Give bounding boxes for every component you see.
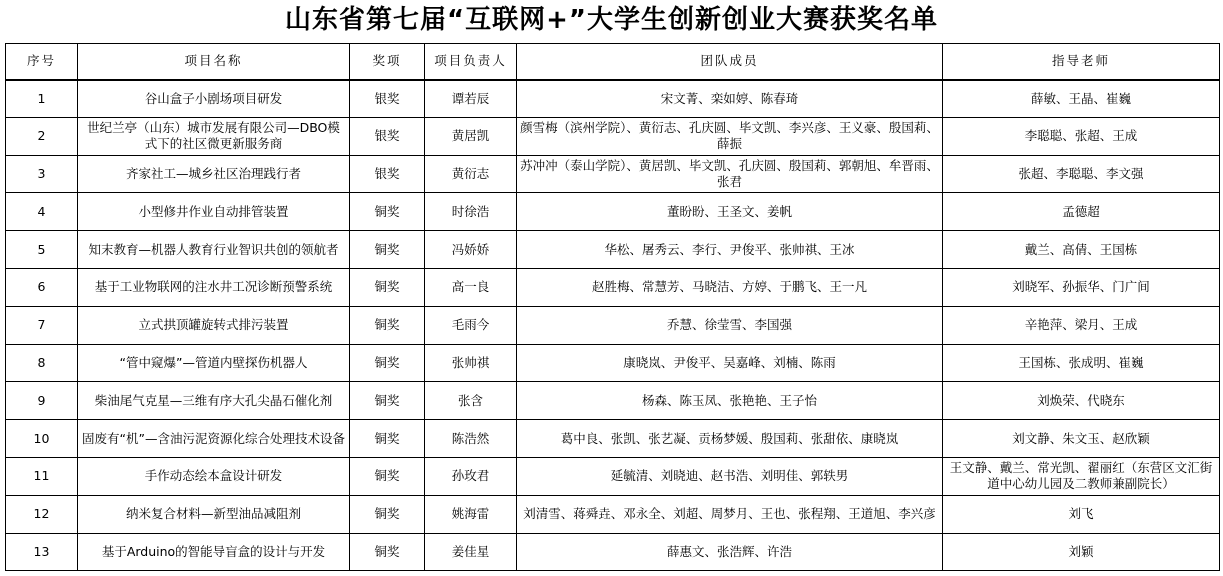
cell-leader: 谭若辰 xyxy=(425,80,517,118)
cell-leader: 毛雨今 xyxy=(425,306,517,344)
cell-leader: 张含 xyxy=(425,382,517,420)
cell-award: 铜奖 xyxy=(350,420,425,458)
cell-award: 银奖 xyxy=(350,117,425,155)
header-award: 奖项 xyxy=(350,44,425,80)
table-row xyxy=(6,495,1220,533)
cell-members: 延毓清、刘晓迪、赵书浩、刘明佳、郭轶男 xyxy=(517,457,943,495)
cell-leader: 陈浩然 xyxy=(425,420,517,458)
cell-members: 赵胜梅、常慧芳、马晓洁、方婷、于鹏飞、王一凡 xyxy=(517,268,943,306)
cell-advisors: 戴兰、高倩、王国栋 xyxy=(943,231,1220,269)
cell-project: 知末教育—机器人教育行业智识共创的领航者 xyxy=(78,231,350,269)
cell-members: 颜雪梅（滨州学院）、黄衍志、孔庆圆、毕文凯、李兴彦、王义豪、殷国莉、薛振 xyxy=(517,117,943,155)
cell-advisors: 刘颖 xyxy=(943,533,1220,571)
cell-project: 固废有“机”—含油污泥资源化综合处理技术设备 xyxy=(78,420,350,458)
cell-no: 4 xyxy=(6,193,78,231)
table-row xyxy=(6,420,1220,458)
cell-no: 8 xyxy=(6,344,78,382)
cell-members: 杨森、陈玉凤、张艳艳、王子怡 xyxy=(517,382,943,420)
cell-award: 铜奖 xyxy=(350,231,425,269)
cell-members: 苏冲冲（泰山学院）、黄居凯、毕文凯、孔庆圆、殷国莉、郭朝旭、牟晋雨、张君 xyxy=(517,155,943,193)
cell-project: 谷山盒子小剧场项目研发 xyxy=(78,80,350,118)
table-row xyxy=(6,306,1220,344)
table-row xyxy=(6,344,1220,382)
cell-project: 基于Arduino的智能导盲盒的设计与开发 xyxy=(78,533,350,571)
cell-members: 薛惠文、张浩辉、许浩 xyxy=(517,533,943,571)
cell-no: 3 xyxy=(6,155,78,193)
cell-leader: 姚海雷 xyxy=(425,495,517,533)
cell-no: 5 xyxy=(6,231,78,269)
cell-no: 10 xyxy=(6,420,78,458)
cell-award: 银奖 xyxy=(350,155,425,193)
cell-members: 华松、屠秀云、李行、尹俊平、张帅祺、王冰 xyxy=(517,231,943,269)
cell-leader: 张帅祺 xyxy=(425,344,517,382)
cell-advisors: 王文静、戴兰、常光凯、翟丽红（东营区文汇街道中心幼儿园及二教师兼副院长） xyxy=(943,457,1220,495)
table-row xyxy=(6,155,1220,193)
cell-advisors: 刘晓军、孙振华、门广间 xyxy=(943,268,1220,306)
cell-members: 宋文菁、栾如婷、陈春琦 xyxy=(517,80,943,118)
table-row xyxy=(6,193,1220,231)
cell-advisors: 李聪聪、张超、王成 xyxy=(943,117,1220,155)
cell-award: 银奖 xyxy=(350,80,425,118)
cell-no: 9 xyxy=(6,382,78,420)
cell-advisors: 刘焕荣、代晓东 xyxy=(943,382,1220,420)
cell-project: 柴油尾气克星—三维有序大孔尖晶石催化剂 xyxy=(78,382,350,420)
cell-no: 2 xyxy=(6,117,78,155)
cell-members: 董盼盼、王圣文、姜帆 xyxy=(517,193,943,231)
table-row xyxy=(6,533,1220,571)
cell-leader: 时徐浩 xyxy=(425,193,517,231)
cell-project: 纳米复合材料—新型油品减阻剂 xyxy=(78,495,350,533)
table-row xyxy=(6,231,1220,269)
cell-members: 康晓岚、尹俊平、吴嘉峰、刘楠、陈雨 xyxy=(517,344,943,382)
header-members: 团队成员 xyxy=(517,44,943,80)
cell-advisors: 辛艳萍、梁月、王成 xyxy=(943,306,1220,344)
cell-members: 葛中良、张凯、张艺凝、贡杨梦媛、殷国莉、张甜依、康晓岚 xyxy=(517,420,943,458)
cell-leader: 姜佳星 xyxy=(425,533,517,571)
cell-project: 齐家社工—城乡社区治理践行者 xyxy=(78,155,350,193)
header-leader: 项目负责人 xyxy=(425,44,517,80)
cell-award: 铜奖 xyxy=(350,533,425,571)
cell-no: 11 xyxy=(6,457,78,495)
cell-no: 12 xyxy=(6,495,78,533)
header-project: 项目名称 xyxy=(78,44,350,80)
cell-no: 7 xyxy=(6,306,78,344)
cell-advisors: 孟德超 xyxy=(943,193,1220,231)
cell-advisors: 刘文静、朱文玉、赵欣颖 xyxy=(943,420,1220,458)
header-no: 序号 xyxy=(6,44,78,80)
table-row xyxy=(6,268,1220,306)
cell-leader: 冯娇娇 xyxy=(425,231,517,269)
cell-award: 铜奖 xyxy=(350,495,425,533)
cell-project: 小型修井作业自动排管装置 xyxy=(78,193,350,231)
cell-no: 13 xyxy=(6,533,78,571)
cell-advisors: 刘飞 xyxy=(943,495,1220,533)
cell-award: 铜奖 xyxy=(350,306,425,344)
cell-advisors: 王国栋、张成明、崔巍 xyxy=(943,344,1220,382)
cell-award: 铜奖 xyxy=(350,193,425,231)
table-row xyxy=(6,117,1220,155)
cell-leader: 黄居凯 xyxy=(425,117,517,155)
cell-project: 立式拱顶罐旋转式排污装置 xyxy=(78,306,350,344)
cell-award: 铜奖 xyxy=(350,457,425,495)
cell-advisors: 张超、李聪聪、李文强 xyxy=(943,155,1220,193)
cell-project: 手作动态绘本盒设计研发 xyxy=(78,457,350,495)
award-table xyxy=(5,43,1220,571)
cell-award: 铜奖 xyxy=(350,344,425,382)
cell-award: 铜奖 xyxy=(350,268,425,306)
table-row xyxy=(6,382,1220,420)
cell-no: 1 xyxy=(6,80,78,118)
cell-members: 刘清雪、蒋舜垚、邓永全、刘超、周梦月、王也、张程翔、王道旭、李兴彦 xyxy=(517,495,943,533)
cell-leader: 黄衍志 xyxy=(425,155,517,193)
header-advisors: 指导老师 xyxy=(943,44,1220,80)
cell-advisors: 薛敏、王晶、崔巍 xyxy=(943,80,1220,118)
table-row xyxy=(6,457,1220,495)
cell-project: “管中窥爆”—管道内壁探伤机器人 xyxy=(78,344,350,382)
cell-leader: 高一良 xyxy=(425,268,517,306)
cell-award: 铜奖 xyxy=(350,382,425,420)
table-header-row xyxy=(6,44,1220,80)
cell-no: 6 xyxy=(6,268,78,306)
table-row xyxy=(6,80,1220,118)
cell-members: 乔慧、徐莹雪、李国强 xyxy=(517,306,943,344)
cell-project: 基于工业物联网的注水井工况诊断预警系统 xyxy=(78,268,350,306)
cell-leader: 孙玫君 xyxy=(425,457,517,495)
cell-project: 世纪兰亭（山东）城市发展有限公司—DBO模式下的社区微更新服务商 xyxy=(78,117,350,155)
page-title: 山东省第七届“互联网+”大学生创新创业大赛获奖名单 xyxy=(285,5,938,35)
